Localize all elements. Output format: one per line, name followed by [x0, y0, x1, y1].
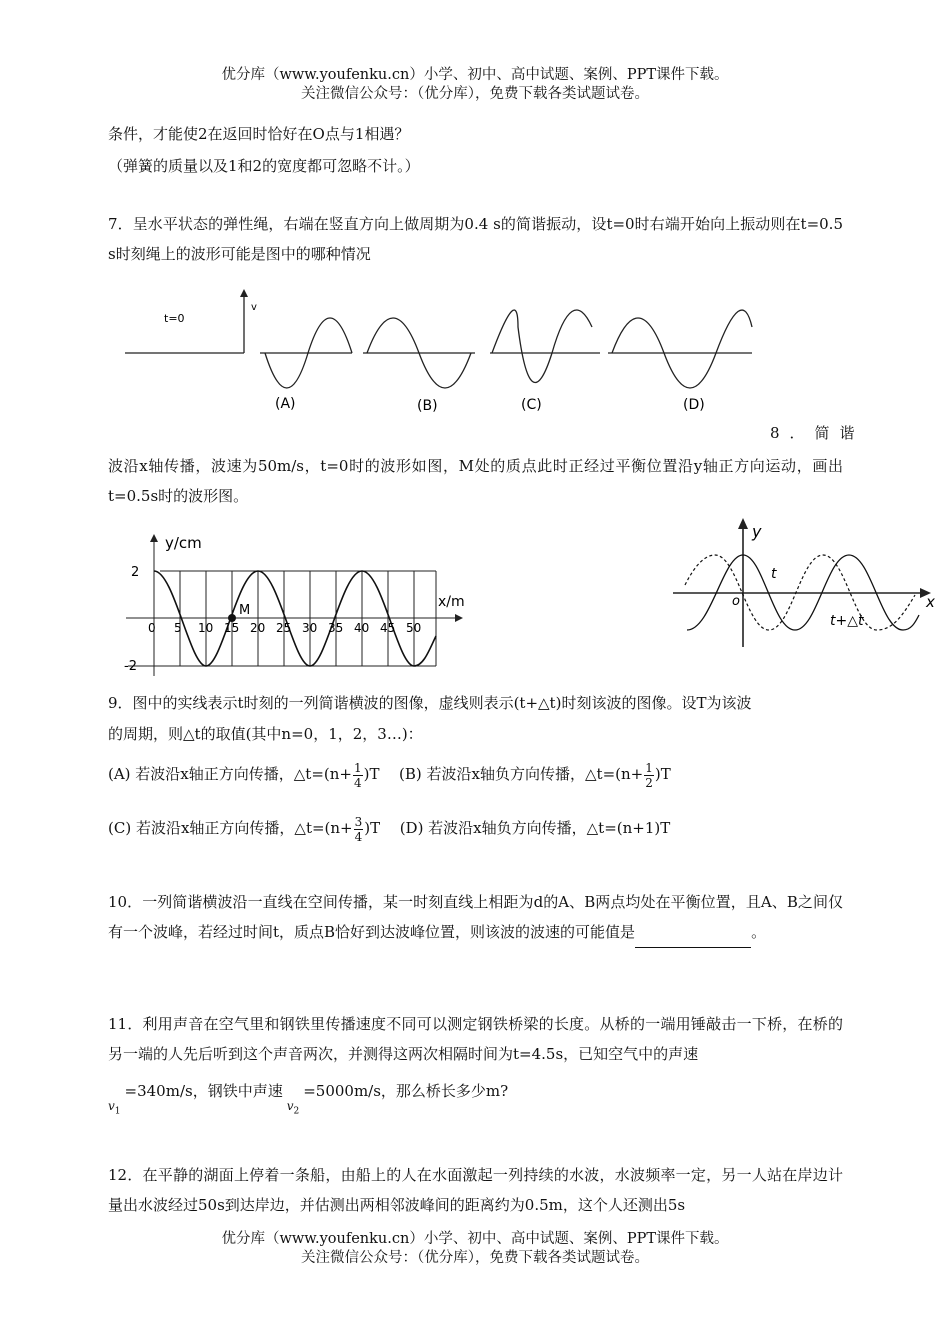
q8-tick: 10 [198, 621, 214, 635]
question-8-number: 8．简谐 [770, 424, 865, 442]
q7-option-a: (A) [275, 396, 296, 412]
footer-line-1: 优分库（www.youfenku.cn）小学、初中、高中试题、案例、PPT课件下载。 [221, 1231, 729, 1247]
q9-option-a-fraction: $\frac{1}{4}$ [353, 760, 362, 790]
q8-tick: 50 [406, 621, 422, 635]
header-line-2: 关注微信公众号：（优分库），免费下载各类试题试卷。 [301, 86, 649, 102]
question-9-line-1: 9．图中的实线表示t时刻的一列简谐横波的图像，虚线则表示(t+△t)时刻该波的图像。设T为该波 [108, 694, 752, 712]
q8-tick: 5 [174, 621, 182, 635]
q7-option-d: (D) [683, 397, 705, 413]
q7-option-b: (B) [417, 398, 438, 414]
question-7-text: 7．呈水平状态的弹性绳，右端在竖直方向上做周期为0.4 s的简谐振动，设t=0时右端开始向上振动则在t=0.5 s时刻绳上的波形可能是图中的哪种情况 [108, 215, 843, 263]
q8-m-label: M [239, 603, 251, 618]
q9-t-label: t [771, 566, 777, 582]
q8-wave-chart [108, 528, 478, 678]
question-10: 10．一列简谐横波沿一直线在空间传播，某一时刻直线上相距为d的A、B两点均处在平衡位置，且A、B之间仅有一个波峰，若经过时间t，质点B恰好到达波峰位置，则该波的波速的可能值是 。 [108, 887, 843, 948]
q9-option-c-text: (C) 若波沿x轴正方向传播，△t=(n+ [108, 819, 353, 837]
question-9-options-cd: (C) 若波沿x轴正方向传播，△t=(n+ $\frac{3}{4}$ )T (D) 若波沿x轴负方向传播，△t=(n+1)T [108, 814, 671, 844]
arrow-up-icon [240, 289, 248, 297]
q7-figure [120, 285, 760, 420]
q9-y-label: y [752, 522, 762, 541]
q7-t-label: t=0 [164, 312, 185, 325]
q7-option-c: (C) [521, 397, 542, 413]
q8-x-label: x/m [438, 594, 465, 610]
q8-y-top: 2 [131, 565, 140, 580]
q9-x-label: x [926, 593, 935, 611]
q9-wave-figure [665, 515, 940, 655]
footer-line-2: 关注微信公众号：（优分库），免费下载各类试题试卷。 [301, 1250, 649, 1266]
header-line-1: 优分库（www.youfenku.cn）小学、初中、高中试题、案例、PPT课件下载。 [221, 67, 729, 83]
answer-blank-continued[interactable] [725, 917, 751, 948]
page-header [0, 66, 950, 104]
q8-tick: 15 [224, 621, 240, 635]
q9-option-b-fraction: $\frac{1}{2}$ [645, 760, 653, 790]
arrow-up-icon [150, 534, 158, 542]
q8-tick: 0 [148, 621, 156, 635]
question-11-line-3: $_{v_1}$=340m/s，钢铁中声速$_{v_2}$=5000m/s，那么桥长多少m? [108, 1082, 509, 1117]
q8-tick: 45 [380, 621, 396, 635]
question-11-text: 11．利用声音在空气里和钢铁里传播速度不同可以测定钢铁桥梁的长度。从桥的一端用锤敲击一下桥，在桥的另一端的人先后听到这个声音两次，并测得这两次相隔时间为t=4.5s，已知空气中的声速 [108, 1015, 843, 1063]
q8-tick: 30 [302, 621, 318, 635]
q8-tick: 40 [354, 621, 370, 635]
question-9-options-ab: (A) 若波沿x轴正方向传播，△t=(n+ $\frac{1}{4}$ )T (B) 若波沿x轴负方向传播，△t=(n+ $\frac{1}{2}$ )T [108, 760, 671, 790]
q7-v-label: v [251, 302, 257, 313]
q8-grid [126, 538, 458, 676]
q7-d-wave [612, 310, 752, 388]
question-12-text: 12．在平静的湖面上停着一条船，由船上的人在水面激起一列持续的水波，水波频率一定，另一人站在岸边计量出水波经过50s到达岸边，并估测出两相邻波峰间的距离约为0.5m，这个人还测出5s [108, 1166, 843, 1214]
intro-line-2: （弹簧的质量以及1和2的宽度都可忽略不计。） [108, 157, 420, 175]
v1-symbol: v1 [108, 1099, 121, 1117]
arrow-up-icon [738, 518, 748, 529]
intro-line-1: 条件，才能使2在返回时恰好在O点与1相遇？ [108, 125, 410, 143]
question-10-text: 10．一列简谐横波沿一直线在空间传播，某一时刻直线上相距为d的A、B两点均处在平衡位置，且A、B之间仅有一个波峰，若经过时间t，质点B恰好到达波峰位置，则该波的波速的可能值是 [108, 893, 843, 941]
q8-y-bottom: -2 [124, 659, 137, 674]
page-footer [0, 1230, 950, 1268]
q9-option-a-text: (A) 若波沿x轴正方向传播，△t=(n+ [108, 765, 352, 783]
q9-tdt-label: t+△t [830, 613, 864, 629]
q7-c-wave [492, 310, 592, 383]
q8-tick: 35 [328, 621, 344, 635]
q9-option-b-text: (B) 若波沿x轴负方向传播，△t=(n+ [399, 765, 644, 783]
q8-y-label: y/cm [165, 534, 202, 552]
question-8-text: 波沿x轴传播，波速为50m/s，t=0时的波形如图，M处的质点此时正经过平衡位置沿y轴正方向运动，画出t=0.5s时的波形图。 [108, 457, 843, 505]
arrow-right-icon [455, 614, 463, 622]
q9-option-c-fraction: $\frac{3}{4}$ [354, 814, 363, 844]
q9-option-d-text: (D) 若波沿x轴负方向传播，△t=(n+1)T [399, 819, 671, 837]
v2-symbol: v2 [286, 1099, 300, 1117]
answer-blank[interactable] [635, 917, 725, 948]
question-9-line-2: 的周期，则△t的取值(其中n=0，1，2，3…)： [108, 725, 423, 743]
q8-tick: 25 [276, 621, 292, 635]
q8-tick: 20 [250, 621, 266, 635]
q9-origin-label: o [732, 594, 740, 609]
